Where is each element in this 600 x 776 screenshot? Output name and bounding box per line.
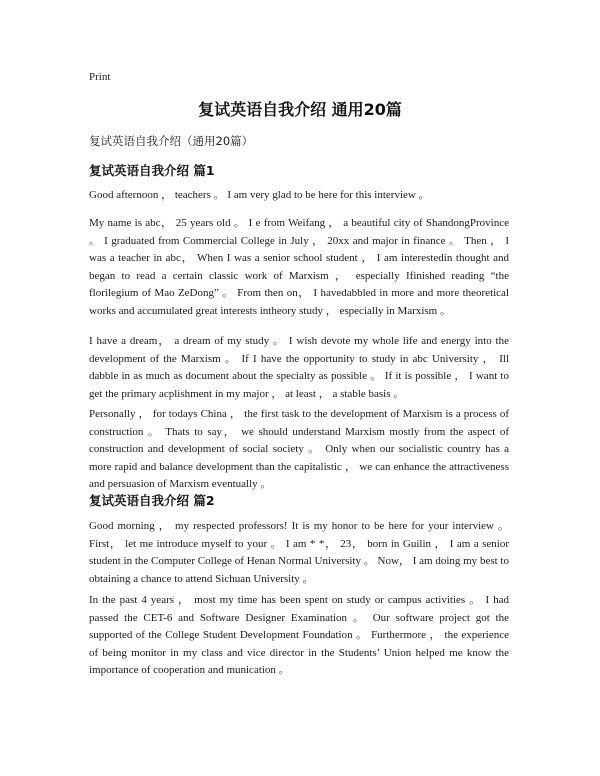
page-title: 复试英语自我介绍 通用20篇 bbox=[198, 100, 402, 119]
print-label: Print bbox=[89, 71, 111, 83]
section-heading-1: 复试英语自我介绍 篇1 bbox=[89, 163, 215, 178]
document-subtitle: 复试英语自我介绍（通用20篇） bbox=[89, 134, 254, 148]
paragraph: In the past 4 years ， most my time has been spent on study or campus activities 。 I had passed the CET-6 and Software Designer Examination 。 Our software project got the supported of the College Student Development Foundation 。 Furthermore ， the experience of being monitor in my class and vice director in the Students’ Union helped me know the importance of cooperation and munication 。 bbox=[89, 594, 509, 676]
paragraph: I have a dream， a dream of my study 。 I wish devote my whole life and energy into the development of the Marxism 。 If I have the opportunity to study in abc University ， Ill dabble in as much as document about the specialty as possible 。 If it is possible ， I want to get the primary acplishment in my major ， at least ， a stable basis 。 bbox=[89, 335, 509, 400]
paragraph: My name is abc， 25 years old 。 I e from Weifang ， a beautiful city of ShandongProvince 。 I graduated from Commercial College in July ， 20xx and major in finance 。 Then ， I was a teacher in abc， When I was a senior school student ， I am interestedin thought and began to read a certain classic work of Marxism ， especially Ifinished reading “the florilegium of Mao ZeDong” 。 From then on， I havedabbled in more and more theoretical works and accumulated great interests intheory study ， especially in Marxism 。 bbox=[89, 217, 509, 317]
paragraph: Good afternoon ， teachers 。 I am very glad to be here for this interview 。 bbox=[89, 189, 430, 201]
paragraph: Personally ， for todays China ， the first task to the development of Marxism is a process of construction 。 Thats to say， we should understand Marxism mostly from the aspect of construction and development of social society 。 Only when our socialistic country has a more rapid and balance development than the capitalistic ， we can enhance the attractiveness and persuasion of Marxism eventually 。 bbox=[89, 408, 509, 490]
paragraph: Good morning ， my respected professors! It is my honor to be here for your interview 。 First， let me introduce myself to your 。 I am * *， 23， born in Guilin ， I am a senior student in the Computer College of Henan Normal University 。 Now， I am doing my best to obtaining a chance to attend Sichuan University 。 bbox=[89, 520, 509, 585]
section-heading-2: 复试英语自我介绍 篇2 bbox=[89, 493, 215, 508]
